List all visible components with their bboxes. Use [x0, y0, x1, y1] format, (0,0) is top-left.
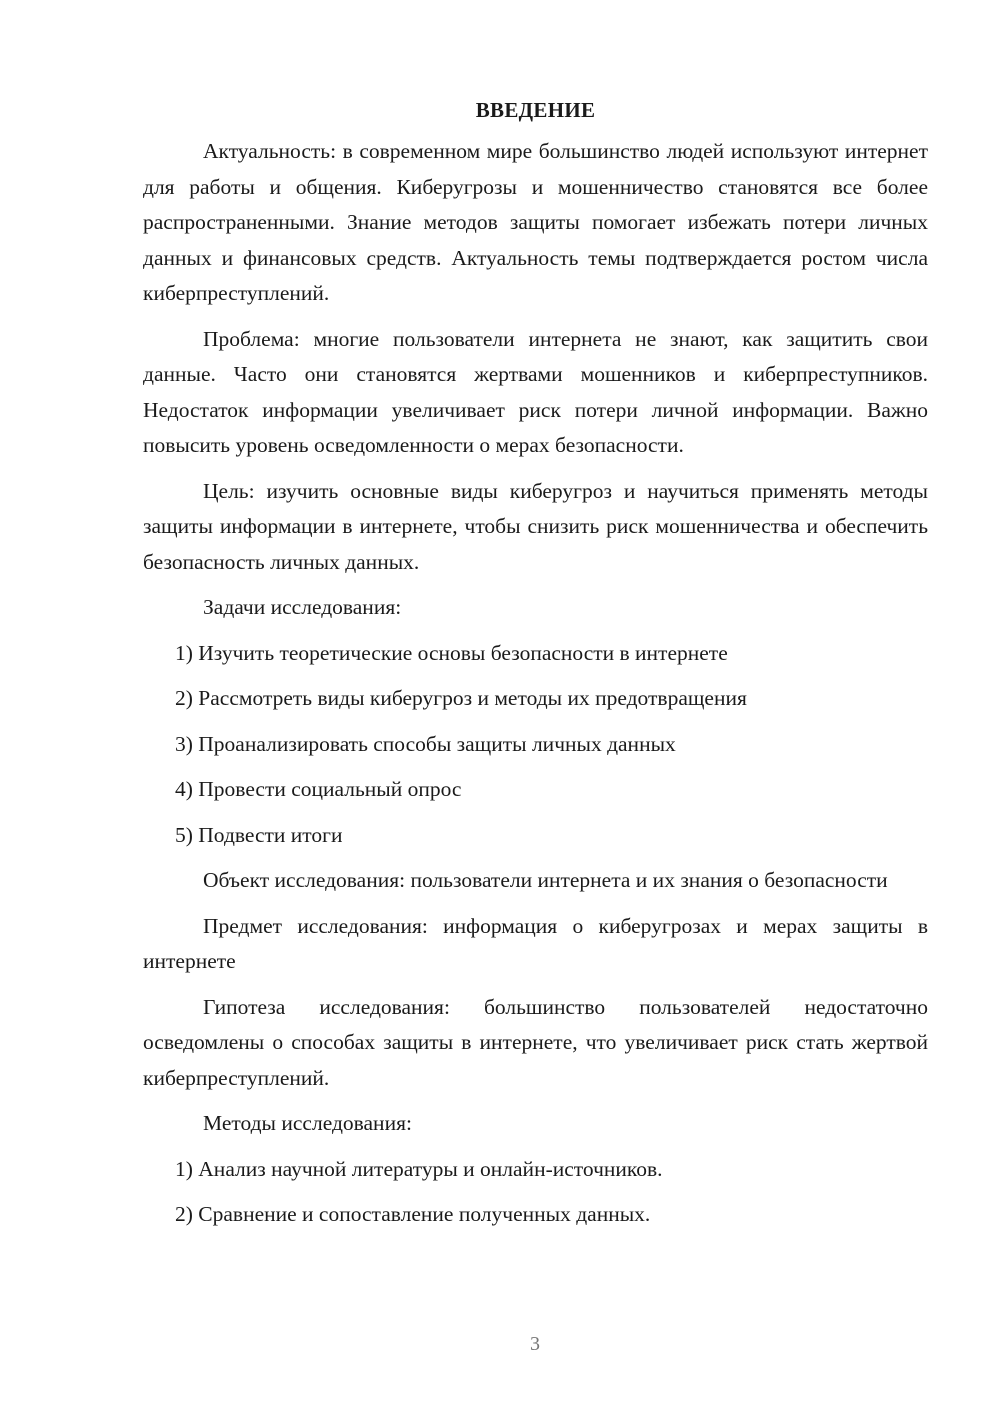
paragraph-hypothesis: Гипотеза исследования: большинство пользователей недостаточно осведомлены о способах защиты в интернете, что увеличивает риск стать жертвой киберпреступлений.	[143, 994, 928, 1090]
paragraph-subject: Предмет исследования: информация о киберугрозах и мерах защиты в интернете	[143, 913, 928, 973]
task-item: 5) Подвести итоги	[175, 822, 343, 847]
method-item: 1) Анализ научной литературы и онлайн-источников.	[175, 1156, 663, 1181]
paragraph-object: Объект исследования: пользователи интернета и их знания о безопасности	[203, 868, 888, 892]
paragraph-problem: Проблема: многие пользователи интернета не знают, как защитить свои данные. Часто они становятся жертвами мошенников и киберпреступников. Недостаток информации увеличивает риск потери личной информации. Важно повысить уровень осведомленности о мерах безопасности.	[143, 326, 928, 457]
page-number: 3	[530, 1333, 540, 1355]
task-item: 1) Изучить теоретические основы безопасности в интернете	[175, 640, 728, 665]
document-page	[143, 95, 928, 1243]
method-item: 2) Сравнение и сопоставление полученных данных.	[175, 1202, 651, 1226]
task-item: 4) Провести социальный опрос	[175, 777, 462, 801]
tasks-list	[143, 636, 928, 854]
paragraph-goal: Цель: изучить основные виды киберугроз и научиться применять методы защиты информации в интернете, чтобы снизить риск мошенничества и обеспечить безопасность личных данных.	[143, 478, 928, 574]
task-item: 2) Рассмотреть виды киберугроз и методы их предотвращения	[175, 686, 747, 710]
paragraph-relevance: Актуальность: в современном мире большинство людей используют интернет для работы и общения. Киберугрозы и мошенничество становятся все более распространенными. Знание методов защиты помогает избежать потери личных данных и финансовых средств. Актуальность темы подтверждается ростом числа киберпреступлений.	[143, 139, 928, 305]
methods-list	[143, 1152, 928, 1233]
task-item: 3) Проанализировать способы защиты личных данных	[175, 731, 676, 756]
tasks-label: Задачи исследования:	[203, 595, 402, 619]
methods-label: Методы исследования:	[203, 1111, 412, 1135]
section-title: ВВЕДЕНИЕ	[475, 98, 596, 122]
